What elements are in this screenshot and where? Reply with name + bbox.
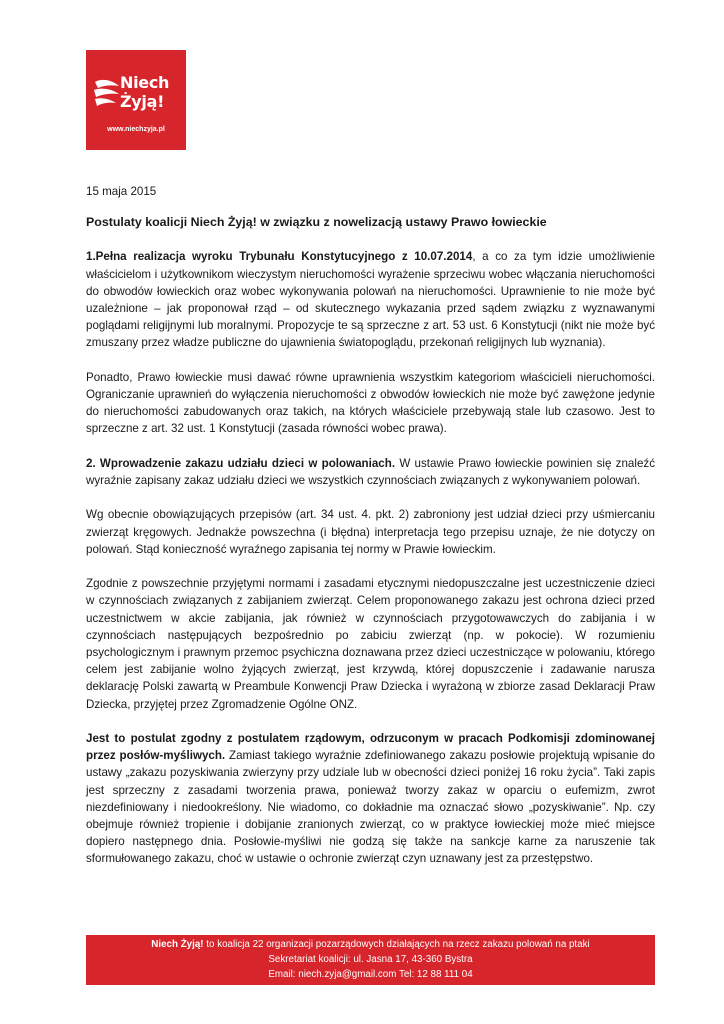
bird-hand-icon [92, 72, 122, 112]
document-body [86, 183, 655, 885]
footer [86, 935, 655, 985]
paragraph-3-text: W ustawie Prawo łowieckie powinien się znaleźć wyraźnie zapisany zakaz udziału dzieci we wszystkich czynnościach związanych z wykonywaniem polowań. [86, 456, 655, 488]
document-date: 15 maja 2015 [86, 185, 157, 198]
footer-org-name: Niech Żyją! [151, 939, 204, 950]
paragraph-6-lead: Jest to postulat zgodny z postulatem rządowym, odrzuconym w pracach Podkomisji zdominowanej przez posłów-myśliwych. [86, 732, 655, 763]
footer-address: Sekretariat koalicji: ul. Jasna 17, 43-360 Bystra [268, 954, 473, 965]
logo [86, 50, 186, 150]
paragraph-4: Wg obecnie obowiązujących przepisów (art. 34 ust. 4. pkt. 2) zabroniony jest udział dzieci przy uśmiercaniu zwierząt kręgowych. Jednakże powszechna (i błędna) interpretacja tego przepisu uznaje, że nie dotyczy on polowań. Stąd konieczność wyraźnego zapisania tej normy w Prawie łowieckim. [86, 508, 655, 556]
footer-contact: Email: niech.zyja@gmail.com Tel: 12 88 111 04 [268, 969, 473, 980]
logo-line1: Niech [120, 73, 170, 92]
paragraph-1-text: , a co za tym idzie umożliwienie właścicielom i użytkownikom wieczystym nieruchomości wyrażenie sprzeciwu wobec włączania nieruchomości do obwodów łowieckich oraz wobec wykonywania polowań na nieruchomości. Uprawnienie to nie może być uzależnione – jak proponował rząd – od skutecznego wykazania przed sądem związku z wyznawanymi poglądami religijnymi lub moralnymi. Propozycje te są sprzeczne z art. 53 ust. 6 Konstytucji (nikt nie może być zmuszany przez władze publiczne do ujawnienia światopoglądu, przekonań religijnych lub wyznania). [86, 250, 655, 350]
footer-org-line [86, 937, 655, 952]
paragraph-2: Ponadto, Prawo łowieckie musi dawać równe uprawnienia wszystkim kategoriom właścicieli nieruchomości. Ograniczanie uprawnień do wyłączenia nieruchomości z obwodów łowieckich nie może być zawężone jedynie do nieruchomości zabudowanych oraz takich, na których właściciele przebywają stale lub czasowo. Jest to sprzeczne z art. 32 ust. 1 Konstytucji (zasada równości wobec prawa). [86, 370, 655, 436]
logo-line2: Żyją! [120, 92, 165, 111]
paragraph-6-text: Zamiast takiego wyraźnie zdefiniowanego zakazu posłowie projektują wpisanie do ustawy „zakazu pozyskiwania zwierzyny przy udziale lub w obecności dzieci poniżej 16 roku życia”. Taki zapis jest sprzeczny z zasadami tworzenia prawa, ponieważ tworzy zakaz w oparciu o eufemizm, zwrot niezdefiniowany i niedookreślony. Nie wiadomo, co dokładnie ma oznaczać słowo „pozyskiwanie”. Np. czy obejmuje również tropienie i dobijanie zranionych zwierząt, co w praktyce łowieckiej może mieć miejsce dopiero następnego dnia. Posłowie-myśliwi nie godzą się także na sankcje karne za naruszenie tak sformułowanego zakazu, choć w ustawie o ochronie zwierząt czyn uznawany jest za przestępstwo. [86, 749, 655, 866]
footer-org-text: to koalicja 22 organizacji pozarządowych działających na rzecz zakazu polowań na ptaki [203, 939, 590, 950]
logo-url: www.niechzyja.pl [107, 126, 165, 133]
document-title: Postulaty koalicji Niech Żyją! w związku z nowelizacją ustawy Prawo łowieckie [86, 215, 547, 230]
paragraph-3 [86, 455, 655, 489]
paragraph-3-lead: 2. Wprowadzenie zakazu udziału dzieci w polowaniach. [86, 456, 396, 470]
paragraph-5: Zgodnie z powszechnie przyjętymi normami i zasadami etycznymi niedopuszczalne jest uczestniczenie dzieci w czynnościach związanych z zabijaniem zwierząt. Celem proponowanego zakazu jest ochrona dzieci przed uczestnictwem w akcie zabijania, jak również w czynnościach przygotowawczych do zabijania i w czynnościach następujących bezpośrednio po zabiciu zwierząt (np. w pokocie). W rozumieniu psychologicznym i prawnym przemoc psychiczna doznawana przez dzieci uczestniczące w polowaniu, którego celem jest zabijanie wolno żyjących zwierząt, jest krzywdą, której dopuszczenie i zadawanie narusza deklarację Polski zawartą w Preambule Konwencji Praw Dziecka i wyrażoną w zbiorze zasad Deklaracji Praw Dziecka, przyjętej przez Zgromadzenie Ogólne ONZ. [86, 577, 655, 711]
paragraph-1 [86, 248, 655, 351]
paragraph-1-lead: 1.Pełna realizacja wyroku Trybunału Konstytucyjnego z 10.07.2014 [86, 250, 473, 264]
paragraph-6 [86, 730, 655, 868]
